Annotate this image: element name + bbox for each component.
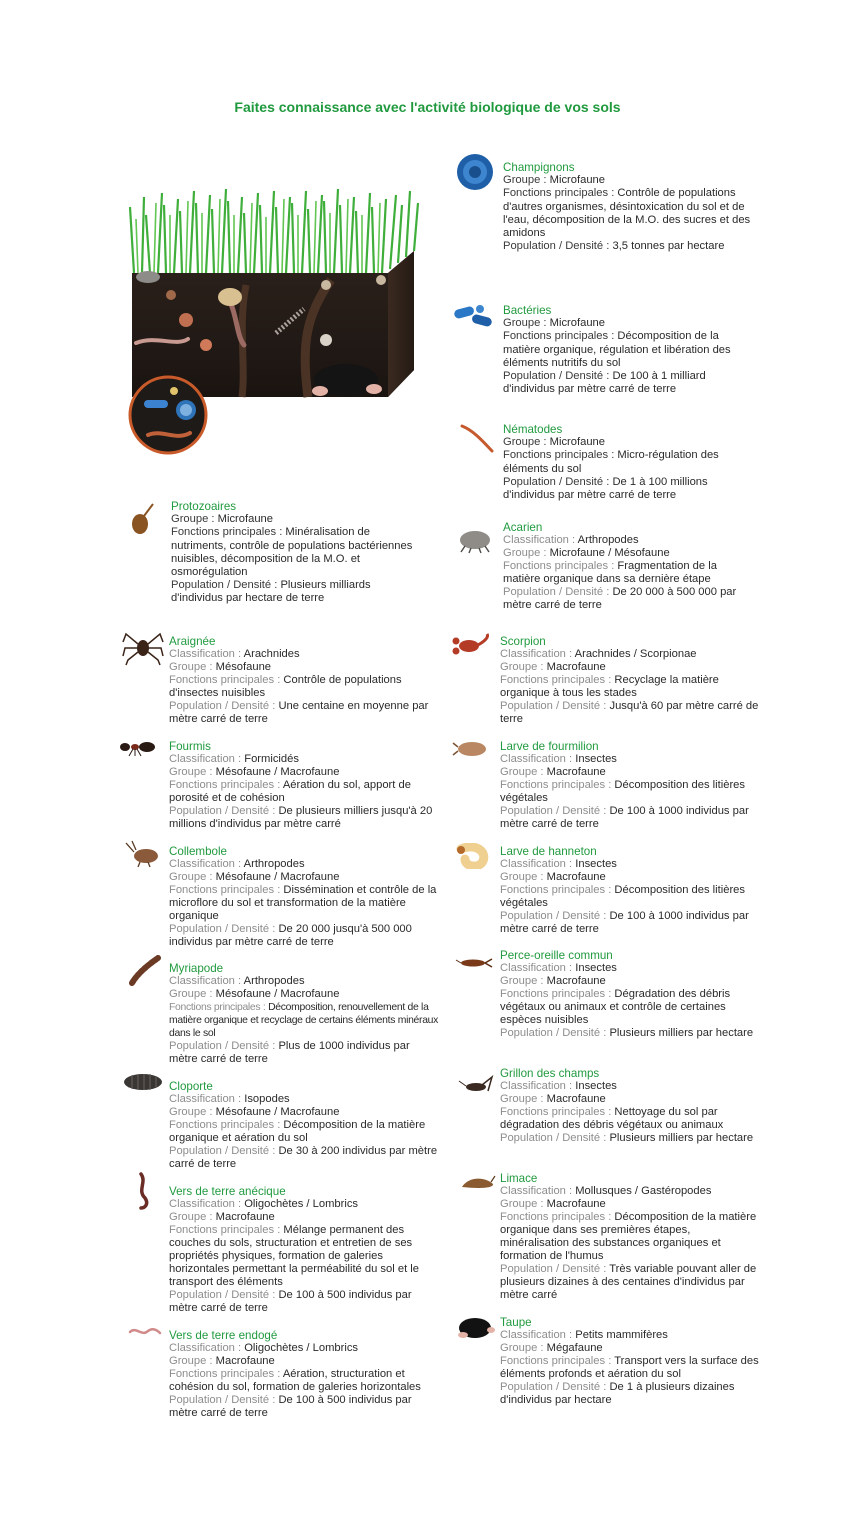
classification-label: Classification : xyxy=(500,858,573,870)
population-line xyxy=(169,1040,439,1066)
group-value: Mésofaune / Macrofaune xyxy=(215,871,340,883)
functions-line xyxy=(500,674,760,700)
group-value: Microfaune xyxy=(549,436,605,449)
population-label: Population / Densité : xyxy=(500,1027,607,1039)
classification-label: Classification : xyxy=(500,753,573,765)
group-value: Macrofaune xyxy=(215,1211,275,1223)
group-label: Groupe : xyxy=(169,1355,213,1367)
classification-line xyxy=(169,1342,439,1355)
earthworm-pink-icon xyxy=(128,1325,162,1344)
functions-value: Décomposition, renouvellement de la matière organique et recyclage de certains éléments minéraux dans le sol xyxy=(169,1002,439,1039)
group-value: Microfaune xyxy=(549,317,605,330)
group-line xyxy=(169,661,439,674)
organism-name: Cloporte xyxy=(169,1080,213,1093)
organism-name: Scorpion xyxy=(500,635,546,648)
group-label: Groupe : xyxy=(500,1093,544,1105)
population-value: De 1 à 100 millions d'individus par mètre carré de terre xyxy=(503,475,708,502)
group-label: Groupe : xyxy=(169,661,213,673)
entry-bacteries xyxy=(503,304,751,396)
group-label: Groupe : xyxy=(500,661,544,673)
classification-line xyxy=(169,1198,439,1211)
organism-name: Vers de terre endogé xyxy=(169,1329,278,1342)
entry-champignons xyxy=(503,161,751,253)
functions-value: Mélange permanent des couches du sols, structuration et entretien de ses propriétés physiques, formation de galeries horizontales permettant la perméabilité du sol et le transport des éléments xyxy=(169,1224,419,1288)
classification-value: Arthropodes xyxy=(243,858,305,870)
population-label: Population / Densité : xyxy=(503,370,610,383)
functions-label: Fonctions principales : xyxy=(169,779,281,791)
group-label: Groupe : xyxy=(169,988,213,1000)
entry-cloporte xyxy=(169,1080,439,1171)
functions-line xyxy=(500,779,762,805)
functions-label: Fonctions principales : xyxy=(500,779,612,791)
population-line xyxy=(500,700,760,726)
group-line xyxy=(171,513,419,526)
functions-value: Dissémination et contrôle de la microflore du sol et transformation de la matière organique xyxy=(169,884,437,922)
group-line xyxy=(503,317,751,330)
functions-value: Minéralisation de nutriments, contrôle de populations bactériennes nuisibles, décomposition de la M.O. et osmorégulation xyxy=(171,526,413,579)
classification-value: Petits mammifères xyxy=(575,1329,668,1341)
organism-name: Grillon des champs xyxy=(500,1067,600,1080)
group-value: Macrofaune xyxy=(546,975,606,987)
organism-name: Taupe xyxy=(500,1316,532,1329)
functions-label: Fonctions principales : xyxy=(171,526,283,539)
functions-value: Dégradation des débris végétaux ou animaux et contrôle de certaines espèces nuisibles xyxy=(500,988,731,1026)
population-label: Population / Densité : xyxy=(503,240,610,253)
earthworm-icon xyxy=(133,1172,153,1215)
group-value: Macrofaune xyxy=(546,766,606,778)
functions-line xyxy=(503,330,751,370)
entry-perce-oreille xyxy=(500,949,762,1040)
population-value: Plusieurs milliers par hectare xyxy=(609,1027,754,1039)
group-label: Groupe : xyxy=(500,871,544,883)
group-line xyxy=(169,988,439,1001)
classification-line xyxy=(169,858,439,871)
group-value: Macrofaune xyxy=(546,1198,606,1210)
functions-line xyxy=(169,1368,439,1394)
population-value: De 30 à 200 individus par mètre carré de terre xyxy=(169,1145,438,1170)
population-label: Population / Densité : xyxy=(171,579,278,592)
classification-value: Mollusques / Gastéropodes xyxy=(575,1185,712,1197)
group-label: Groupe : xyxy=(500,766,544,778)
group-line xyxy=(169,871,439,884)
population-label: Population / Densité : xyxy=(169,1145,276,1157)
organism-name: Limace xyxy=(500,1172,538,1185)
group-value: Mésofaune / Macrofaune xyxy=(215,766,340,778)
group-label: Groupe : xyxy=(169,871,213,883)
classification-value: Arachnides / Scorpionae xyxy=(574,648,697,660)
group-line xyxy=(169,1211,439,1224)
population-label: Population / Densité : xyxy=(500,700,607,712)
organism-name: Araignée xyxy=(169,635,216,648)
functions-label: Fonctions principales : xyxy=(500,988,612,1000)
population-value: De 100 à 1 milliard d'individus par mètre carré de terre xyxy=(503,370,706,396)
scorpion-icon xyxy=(451,633,491,662)
functions-line xyxy=(500,1355,762,1381)
classification-label: Classification : xyxy=(169,648,242,660)
functions-value: Transport vers la surface des éléments profonds et aération du sol xyxy=(500,1355,759,1380)
group-label: Groupe : xyxy=(503,436,547,449)
functions-value: Aération, structuration et cohésion du sol, formation de galeries horizontales xyxy=(169,1368,421,1393)
classification-line xyxy=(169,975,439,988)
functions-value: Décomposition de la matière organique, régulation et libération des éléments nutritifs du sol xyxy=(503,330,731,369)
entry-fourmis xyxy=(169,740,439,831)
group-value: Macrofaune xyxy=(215,1355,275,1367)
classification-line xyxy=(500,1329,762,1342)
population-value: Jusqu'à 60 par mètre carré de terre xyxy=(500,700,759,725)
entry-endoge xyxy=(169,1329,439,1420)
organism-name: Protozoaires xyxy=(171,500,237,513)
population-label: Population / Densité : xyxy=(500,1381,607,1393)
entry-araignee xyxy=(169,635,439,726)
population-line xyxy=(500,1263,762,1302)
entry-anecique xyxy=(169,1185,439,1315)
classification-value: Insectes xyxy=(575,1080,617,1092)
functions-label: Fonctions principales : xyxy=(503,330,615,343)
classification-label: Classification : xyxy=(169,975,242,987)
group-label: Groupe : xyxy=(503,317,547,330)
group-label: Groupe : xyxy=(500,975,544,987)
organism-name: Nématodes xyxy=(503,423,563,436)
population-line xyxy=(500,910,762,936)
classification-line xyxy=(500,1185,762,1198)
functions-label: Fonctions principales : xyxy=(503,560,615,572)
classification-value: Insectes xyxy=(575,753,617,765)
functions-line xyxy=(169,779,439,805)
population-value: De 100 à 1000 individus par mètre carré de terre xyxy=(500,805,749,830)
millipede-icon xyxy=(128,955,162,992)
population-label: Population / Densité : xyxy=(500,805,607,817)
population-label: Population / Densité : xyxy=(503,475,610,488)
entry-scorpion xyxy=(500,635,760,726)
functions-line xyxy=(500,988,762,1027)
functions-line xyxy=(503,187,751,240)
population-line xyxy=(169,805,439,831)
organism-name: Myriapode xyxy=(169,962,224,975)
mole-icon xyxy=(455,1315,495,1346)
population-label: Population / Densité : xyxy=(169,700,276,712)
population-label: Population / Densité : xyxy=(169,923,276,935)
entry-nematodes xyxy=(503,423,751,502)
population-label: Population / Densité : xyxy=(169,1394,276,1406)
classification-value: Oligochètes / Lombrics xyxy=(244,1342,359,1354)
group-label: Groupe : xyxy=(169,766,213,778)
group-value: Microfaune xyxy=(549,174,605,187)
classification-line xyxy=(500,1080,762,1093)
population-label: Population / Densité : xyxy=(169,1289,276,1301)
population-line xyxy=(169,1145,439,1171)
population-line xyxy=(503,586,751,612)
group-line xyxy=(169,1106,439,1119)
classification-value: Arachnides xyxy=(243,648,300,660)
classification-line xyxy=(169,1093,439,1106)
page-title: Faites connaissance avec l'activité biologique de vos sols xyxy=(234,99,621,115)
population-value: De 1 à plusieurs dizaines d'individus par hectare xyxy=(500,1381,735,1406)
classification-label: Classification : xyxy=(169,858,242,870)
group-value: Macrofaune xyxy=(546,1093,606,1105)
organism-name: Bactéries xyxy=(503,304,552,317)
population-label: Population / Densité : xyxy=(500,1263,607,1275)
spider-icon xyxy=(122,628,164,671)
population-line xyxy=(500,1132,762,1145)
nematode-icon xyxy=(460,424,496,459)
functions-value: Décomposition de la matière organique et aération du sol xyxy=(169,1119,426,1144)
classification-value: Isopodes xyxy=(244,1093,290,1105)
classification-value: Formicidés xyxy=(244,753,299,765)
bacteria-icon xyxy=(452,304,496,335)
group-value: Microfaune xyxy=(217,513,273,526)
functions-line xyxy=(500,1211,762,1263)
population-line xyxy=(500,805,762,831)
functions-value: Décomposition des litières végétales xyxy=(500,779,746,804)
group-line xyxy=(500,1342,762,1355)
classification-value: Oligochètes / Lombrics xyxy=(244,1198,359,1210)
classification-line xyxy=(169,648,439,661)
classification-label: Classification : xyxy=(169,753,242,765)
classification-line xyxy=(503,534,751,547)
population-line xyxy=(169,923,439,949)
protozoa-icon xyxy=(128,502,156,541)
fungi-icon xyxy=(456,153,494,196)
functions-line xyxy=(169,1001,439,1040)
group-label: Groupe : xyxy=(171,513,215,526)
group-line xyxy=(169,1355,439,1368)
entry-hanneton xyxy=(500,845,762,936)
organism-name: Collembole xyxy=(169,845,227,858)
group-label: Groupe : xyxy=(500,1198,544,1210)
population-value: Plus de 1000 individus par mètre carré de terre xyxy=(169,1040,410,1065)
population-value: Plusieurs milliards d'individus par hectare de terre xyxy=(171,579,371,605)
population-value: De 100 à 500 individus par mètre carré de terre xyxy=(169,1289,412,1314)
group-label: Groupe : xyxy=(169,1211,213,1223)
organism-name: Vers de terre anécique xyxy=(169,1185,286,1198)
organism-name: Larve de hanneton xyxy=(500,845,597,858)
functions-value: Aération du sol, apport de porosité et de cohésion xyxy=(169,779,411,804)
entry-fourmilion xyxy=(500,740,762,831)
population-line xyxy=(169,1394,439,1420)
group-label: Groupe : xyxy=(503,547,547,559)
functions-value: Micro-régulation des éléments du sol xyxy=(503,449,719,475)
group-line xyxy=(169,766,439,779)
group-line xyxy=(500,871,762,884)
ant-icon xyxy=(117,737,157,762)
population-line xyxy=(503,476,751,502)
functions-label: Fonctions principales : xyxy=(169,884,281,896)
classification-line xyxy=(500,648,760,661)
functions-value: Décomposition des litières végétales xyxy=(500,884,746,909)
functions-label: Fonctions principales : xyxy=(500,884,612,896)
group-value: Mésofaune / Macrofaune xyxy=(215,1106,340,1118)
group-line xyxy=(500,1198,762,1211)
entry-taupe xyxy=(500,1316,762,1407)
group-value: Mégafaune xyxy=(546,1342,603,1354)
functions-line xyxy=(500,1106,762,1132)
group-value: Mésofaune / Macrofaune xyxy=(215,988,340,1000)
functions-label: Fonctions principales : xyxy=(503,187,615,200)
population-value: De 100 à 1000 individus par mètre carré de terre xyxy=(500,910,749,935)
classification-value: Arthropodes xyxy=(243,975,305,987)
classification-label: Classification : xyxy=(500,1185,573,1197)
functions-label: Fonctions principales : xyxy=(500,1211,612,1223)
functions-label: Fonctions principales : xyxy=(169,674,281,686)
population-label: Population / Densité : xyxy=(503,586,610,598)
population-value: De 100 à 500 individus par mètre carré de terre xyxy=(169,1394,412,1419)
population-line xyxy=(169,1289,439,1315)
population-line xyxy=(503,370,751,396)
population-value: 3,5 tonnes par hectare xyxy=(612,240,725,253)
group-line xyxy=(500,975,762,988)
functions-label: Fonctions principales : xyxy=(169,1368,281,1380)
group-line xyxy=(503,174,751,187)
functions-line xyxy=(169,884,439,923)
organism-name: Fourmis xyxy=(169,740,211,753)
classification-label: Classification : xyxy=(169,1093,242,1105)
antlion-larva-icon xyxy=(452,740,488,763)
functions-label: Fonctions principales : xyxy=(503,449,615,462)
springtail-icon xyxy=(124,840,164,873)
group-line xyxy=(503,547,751,560)
classification-label: Classification : xyxy=(503,534,576,546)
functions-line xyxy=(503,560,751,586)
organism-name: Perce-oreille commun xyxy=(500,949,613,962)
functions-value: Décomposition de la matière organique dans ses premières étapes, minéralisation des substances organiques et formation de l'humus xyxy=(500,1211,757,1262)
woodlouse-icon xyxy=(122,1072,164,1097)
functions-line xyxy=(169,1119,439,1145)
mite-icon xyxy=(457,528,493,559)
entry-myriapode xyxy=(169,962,439,1066)
functions-label: Fonctions principales : xyxy=(169,1119,281,1131)
functions-value: Contrôle de populations d'autres organismes, désintoxication du sol et de l'eau, décomposition de la M.O. des sucres et des amidons xyxy=(503,187,751,240)
functions-label: Fonctions principales : xyxy=(169,1224,281,1236)
group-line xyxy=(500,766,762,779)
entry-protozoaires xyxy=(171,500,419,606)
entry-limace xyxy=(500,1172,762,1302)
earwig-icon xyxy=(455,955,493,976)
grub-icon xyxy=(455,843,489,874)
functions-line xyxy=(171,526,419,579)
group-value: Macrofaune xyxy=(546,661,606,673)
cricket-icon xyxy=(458,1075,496,1102)
classification-label: Classification : xyxy=(169,1342,242,1354)
population-value: De 20 000 à 500 000 par mètre carré de terre xyxy=(503,586,737,611)
classification-label: Classification : xyxy=(500,648,573,660)
functions-line xyxy=(169,1224,439,1289)
population-label: Population / Densité : xyxy=(500,910,607,922)
functions-value: Recyclage la matière organique à tous les stades xyxy=(500,674,719,699)
group-line xyxy=(500,661,760,674)
group-value: Mésofaune xyxy=(215,661,272,673)
population-value: Une centaine en moyenne par mètre carré de terre xyxy=(169,700,429,725)
classification-label: Classification : xyxy=(500,962,573,974)
functions-label: Fonctions principales : xyxy=(169,1002,266,1013)
entry-grillon xyxy=(500,1067,762,1145)
functions-value: Fragmentation de la matière organique dans sa dernière étape xyxy=(503,560,717,585)
functions-label: Fonctions principales : xyxy=(500,1355,612,1367)
group-value: Microfaune / Mésofaune xyxy=(549,547,670,559)
classification-line xyxy=(500,962,762,975)
functions-line xyxy=(169,674,439,700)
classification-line xyxy=(500,858,762,871)
classification-line xyxy=(500,753,762,766)
functions-label: Fonctions principales : xyxy=(500,1106,612,1118)
group-line xyxy=(503,436,751,449)
population-line xyxy=(169,700,439,726)
population-line xyxy=(500,1381,762,1407)
classification-value: Insectes xyxy=(575,858,617,870)
organism-name: Champignons xyxy=(503,161,575,174)
population-line xyxy=(500,1027,762,1040)
group-value: Macrofaune xyxy=(546,871,606,883)
group-line xyxy=(500,1093,762,1106)
population-label: Population / Densité : xyxy=(500,1132,607,1144)
population-line xyxy=(503,240,751,253)
classification-value: Insectes xyxy=(575,962,617,974)
organism-name: Larve de fourmilion xyxy=(500,740,599,753)
functions-value: Contrôle de populations d'insectes nuisibles xyxy=(169,674,402,699)
population-value: De 20 000 jusqu'à 500 000 individus par mètre carré de terre xyxy=(169,923,412,948)
functions-line xyxy=(503,449,751,475)
population-line xyxy=(171,579,419,605)
organism-name: Acarien xyxy=(503,521,543,534)
population-value: De plusieurs milliers jusqu'à 20 millions d'individus par mètre carré xyxy=(169,805,433,830)
entry-collembole xyxy=(169,845,439,949)
classification-label: Classification : xyxy=(500,1329,573,1341)
population-value: Plusieurs milliers par hectare xyxy=(609,1132,754,1144)
population-value: Très variable pouvant aller de plusieurs dizaines à des centaines d'individus par mètre carré xyxy=(500,1263,757,1301)
entry-acarien xyxy=(503,521,751,612)
functions-label: Fonctions principales : xyxy=(500,674,612,686)
functions-line xyxy=(500,884,762,910)
slug-icon xyxy=(460,1174,496,1195)
classification-label: Classification : xyxy=(169,1198,242,1210)
population-label: Population / Densité : xyxy=(169,1040,276,1052)
population-label: Population / Densité : xyxy=(169,805,276,817)
classification-value: Arthropodes xyxy=(577,534,639,546)
classification-label: Classification : xyxy=(500,1080,573,1092)
functions-value: Nettoyage du sol par dégradation des débris végétaux ou animaux xyxy=(500,1106,724,1131)
group-label: Groupe : xyxy=(503,174,547,187)
group-label: Groupe : xyxy=(169,1106,213,1118)
group-label: Groupe : xyxy=(500,1342,544,1354)
classification-line xyxy=(169,753,439,766)
soil-cross-section-illustration xyxy=(126,185,421,465)
